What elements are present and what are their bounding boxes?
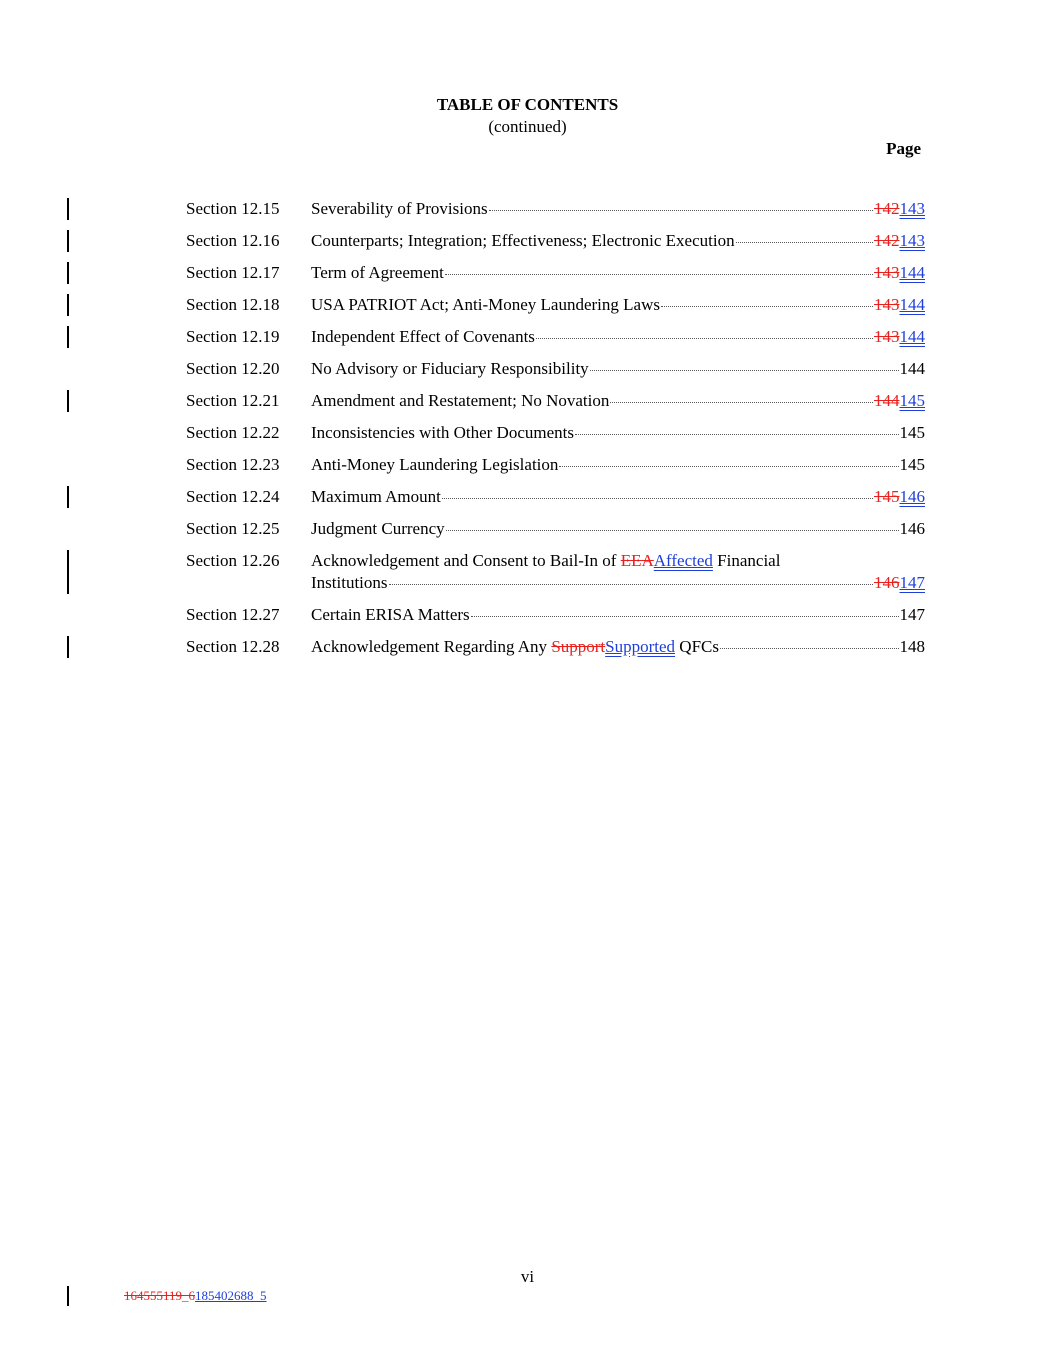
section-number: Section 12.24 <box>186 487 280 506</box>
change-bar <box>67 294 69 316</box>
inserted-page: 146 <box>899 487 925 506</box>
change-bar <box>67 326 69 348</box>
dot-leader <box>445 273 873 275</box>
dot-leader <box>442 497 873 499</box>
section-title: Counterparts; Integration; Effectiveness; Electronic Execution <box>311 231 735 250</box>
inserted-doc-id: 185402688_5 <box>195 1288 267 1303</box>
section-title: Severability of Provisions <box>311 199 488 218</box>
section-number: Section 12.21 <box>186 391 280 410</box>
deleted-page: 143 <box>874 327 900 346</box>
section-number: Section 12.27 <box>186 605 280 624</box>
page-number: 145 <box>899 455 925 474</box>
section-number: Section 12.22 <box>186 423 280 442</box>
change-bar <box>67 390 69 412</box>
section-number: Section 12.16 <box>186 231 280 250</box>
page-number: 148 <box>899 637 925 656</box>
section-number: Section 12.18 <box>186 295 280 314</box>
section-title: Term of Agreement <box>311 263 444 282</box>
deleted-page: 143 <box>874 295 900 314</box>
inserted-page: 143 <box>899 231 925 250</box>
page-number <box>874 294 925 316</box>
dot-leader <box>389 583 873 585</box>
section-title: Amendment and Restatement; No Novation <box>311 391 610 410</box>
section-number: Section 12.23 <box>186 455 280 474</box>
section-title: Acknowledgement and Consent to Bail-In of EEAAffected Financial <box>311 551 781 570</box>
deleted-text: EEA <box>620 551 654 570</box>
page-number: 144 <box>899 359 925 378</box>
section-title: Anti-Money Laundering Legislation <box>311 455 559 474</box>
dot-leader <box>446 529 899 531</box>
section-number: Section 12.17 <box>186 263 280 282</box>
deleted-text: Support <box>551 637 606 656</box>
dot-leader <box>661 305 873 307</box>
change-bar <box>67 262 69 284</box>
deleted-page: 146 <box>874 573 900 592</box>
section-number: Section 12.25 <box>186 519 280 538</box>
section-number: Section 12.19 <box>186 327 280 346</box>
section-number: Section 12.26 <box>186 551 280 570</box>
page-number <box>874 230 925 252</box>
section-number: Section 12.15 <box>186 199 280 218</box>
inserted-page: 143 <box>899 199 925 218</box>
dot-leader <box>610 401 873 403</box>
page-number <box>874 572 925 594</box>
dot-leader <box>536 337 873 339</box>
section-number: Section 12.20 <box>186 359 280 378</box>
deleted-doc-id: 164555119_6 <box>124 1288 196 1303</box>
toc-title: TABLE OF CONTENTS <box>436 95 619 114</box>
change-bar <box>67 198 69 220</box>
document-id <box>124 1288 267 1304</box>
inserted-page: 144 <box>899 263 925 282</box>
page-number <box>874 326 925 348</box>
section-title: No Advisory or Fiduciary Responsibility <box>311 359 589 378</box>
deleted-page: 144 <box>874 391 900 410</box>
section-title: Acknowledgement Regarding Any SupportSupported QFCs <box>311 637 719 656</box>
section-number: Section 12.28 <box>186 637 280 656</box>
footer-page-number: vi <box>520 1267 535 1286</box>
section-title: Inconsistencies with Other Documents <box>311 423 574 442</box>
dot-leader <box>471 615 899 617</box>
deleted-page: 143 <box>874 263 900 282</box>
page-number <box>874 390 925 412</box>
dot-leader <box>559 465 898 467</box>
section-title: Judgment Currency <box>311 519 445 538</box>
section-title: Maximum Amount <box>311 487 441 506</box>
inserted-text: Supported <box>605 637 676 656</box>
inserted-page: 144 <box>899 295 925 314</box>
inserted-page: 147 <box>899 573 925 592</box>
page-column-label: Page <box>886 139 921 158</box>
page-number <box>874 198 925 220</box>
inserted-page: 144 <box>899 327 925 346</box>
section-title: Independent Effect of Covenants <box>311 327 535 346</box>
dot-leader <box>720 647 899 649</box>
section-title: USA PATRIOT Act; Anti-Money Laundering Laws <box>311 295 660 314</box>
page-number: 145 <box>899 423 925 442</box>
page-number <box>874 262 925 284</box>
change-bar <box>67 486 69 508</box>
deleted-page: 142 <box>874 231 900 250</box>
dot-leader <box>590 369 899 371</box>
page-number: 147 <box>899 605 925 624</box>
change-bar <box>67 636 69 658</box>
dot-leader <box>575 433 899 435</box>
page-number <box>874 486 925 508</box>
page-number: 146 <box>899 519 925 538</box>
inserted-text: Affected <box>653 551 713 570</box>
change-bar <box>67 550 69 594</box>
change-bar <box>67 230 69 252</box>
deleted-page: 142 <box>874 199 900 218</box>
dot-leader <box>489 209 873 211</box>
dot-leader <box>736 241 873 243</box>
change-bar <box>67 1286 69 1306</box>
deleted-page: 145 <box>874 487 900 506</box>
inserted-page: 145 <box>899 391 925 410</box>
toc-subtitle: (continued) <box>488 117 567 136</box>
section-title: Certain ERISA Matters <box>311 605 470 624</box>
section-title-continued: Institutions <box>311 573 388 592</box>
